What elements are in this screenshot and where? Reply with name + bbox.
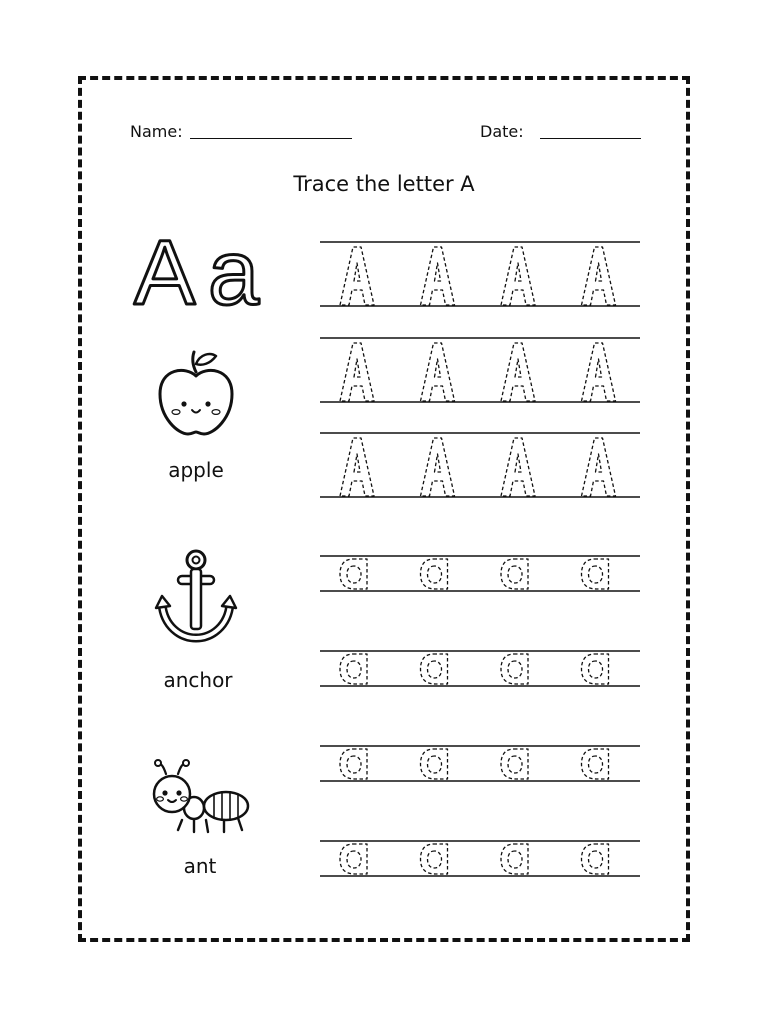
trace-letter-A[interactable] — [501, 247, 535, 305]
trace-letter-A[interactable] — [582, 438, 616, 496]
word-apple: apple — [168, 458, 224, 482]
date-label: Date: — [480, 122, 524, 141]
trace-letter-A[interactable] — [421, 438, 455, 496]
trace-letter-a[interactable] — [582, 749, 609, 779]
trace-letter-A[interactable] — [501, 438, 535, 496]
trace-letter-a[interactable] — [501, 749, 528, 779]
trace-letter-a[interactable] — [582, 654, 609, 684]
trace-letter-a[interactable] — [421, 844, 448, 874]
trace-letter-A[interactable] — [340, 438, 374, 496]
trace-letter-a[interactable] — [582, 559, 609, 589]
trace-letter-a[interactable] — [340, 559, 367, 589]
uppercase-letter-outline: A — [134, 222, 196, 324]
trace-letter-a[interactable] — [501, 559, 528, 589]
word-ant: ant — [183, 854, 217, 878]
trace-letter-a[interactable] — [340, 844, 367, 874]
trace-letter-a[interactable] — [501, 844, 528, 874]
trace-letter-a[interactable] — [421, 559, 448, 589]
trace-letter-A[interactable] — [421, 343, 455, 401]
name-label: Name: — [130, 122, 183, 141]
trace-letter-A[interactable] — [340, 343, 374, 401]
trace-letter-A[interactable] — [582, 247, 616, 305]
trace-letter-a[interactable] — [340, 654, 367, 684]
trace-letter-a[interactable] — [421, 654, 448, 684]
page-title: Trace the letter A — [293, 172, 475, 196]
trace-letter-A[interactable] — [501, 343, 535, 401]
trace-letter-A[interactable] — [582, 343, 616, 401]
trace-letter-A[interactable] — [421, 247, 455, 305]
trace-letter-a[interactable] — [582, 844, 609, 874]
word-anchor: anchor — [163, 668, 233, 692]
trace-letter-a[interactable] — [501, 654, 528, 684]
lowercase-letter-outline: a — [208, 222, 260, 324]
trace-letter-A[interactable] — [340, 247, 374, 305]
trace-letter-a[interactable] — [421, 749, 448, 779]
trace-letter-a[interactable] — [340, 749, 367, 779]
